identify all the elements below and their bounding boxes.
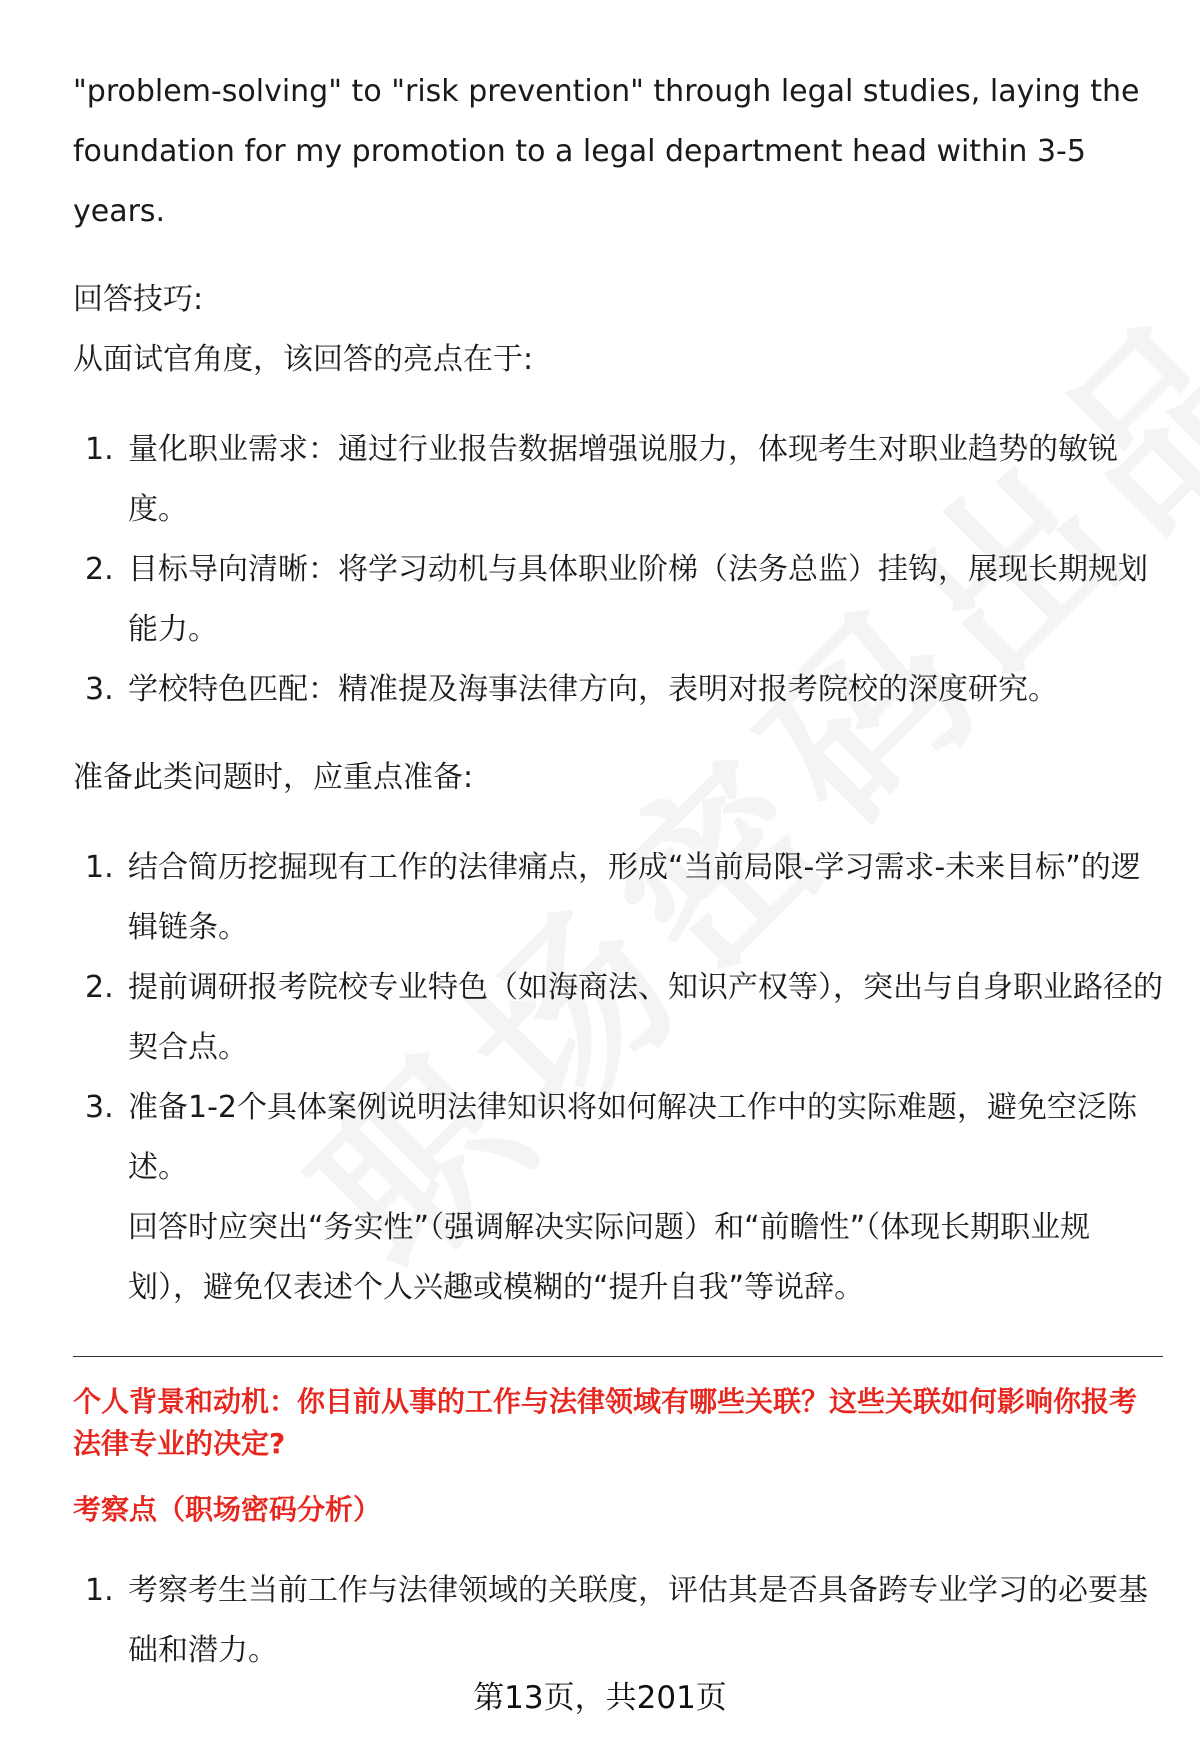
question-heading: 个人背景和动机：你目前从事的工作与法律领域有哪些关联？这些关联如何影响你报考法律专业的决定?: [73, 1385, 1138, 1460]
highlights-list: [73, 420, 1163, 720]
tips-lead: 从面试官角度，该回答的亮点在于:: [73, 342, 534, 377]
page-footer: 第13页，共201页: [473, 1680, 727, 1716]
examine-list: [73, 1561, 1163, 1681]
list-item: [73, 1561, 1163, 1681]
tips-title: 回答技巧:: [73, 282, 204, 317]
list-number: 3.: [85, 1090, 114, 1125]
list-item: [73, 838, 1163, 958]
list-item: [73, 660, 1163, 720]
list-number: 2.: [85, 552, 114, 587]
list-item-text: 准备1-2个具体案例说明法律知识将如何解决工作中的实际难题，避免空泛陈述。: [128, 1090, 1137, 1185]
list-item-note: 回答时应突出“务实性”（强调解决实际问题）和“前瞻性”（体现长期职业规划），避免仅表述个人兴趣或模糊的“提升自我”等说辞。: [128, 1210, 1091, 1305]
list-item: [73, 958, 1163, 1078]
prep-list: [73, 838, 1163, 1318]
list-number: 1.: [85, 432, 114, 467]
list-number: 1.: [85, 1573, 114, 1608]
list-number: 2.: [85, 970, 114, 1005]
list-item: [73, 540, 1163, 660]
list-item-text: 考察考生当前工作与法律领域的关联度，评估其是否具备跨专业学习的必要基础和潜力。: [128, 1573, 1148, 1668]
page-content: [73, 62, 1163, 1681]
list-item-text: 学校特色匹配：精准提及海事法律方向，表明对报考院校的深度研究。: [128, 672, 1058, 707]
examine-heading: 考察点（职场密码分析）: [73, 1493, 382, 1526]
list-item-text: 目标导向清晰：将学习动机与具体职业阶梯（法务总监）挂钩，展现长期规划能力。: [128, 552, 1148, 647]
list-item-text: 结合简历挖掘现有工作的法律痛点，形成“当前局限-学习需求-未来目标”的逻辑链条。: [128, 850, 1141, 945]
list-item: [73, 420, 1163, 540]
list-item: [73, 1078, 1163, 1318]
intro-line-2: foundation for my promotion to a legal department head within 3-5 years.: [73, 134, 1086, 229]
list-number: 1.: [85, 850, 114, 885]
list-number: 3.: [85, 672, 114, 707]
list-item-text: 提前调研报考院校专业特色（如海商法、知识产权等），突出与自身职业路径的契合点。: [128, 970, 1163, 1065]
list-item-text: 量化职业需求：通过行业报告数据增强说服力，体现考生对职业趋势的敏锐度。: [128, 432, 1118, 527]
intro-line-1: "problem-solving" to "risk prevention" through legal studies, laying the: [73, 74, 1140, 109]
prep-lead: 准备此类问题时，应重点准备:: [73, 760, 474, 795]
